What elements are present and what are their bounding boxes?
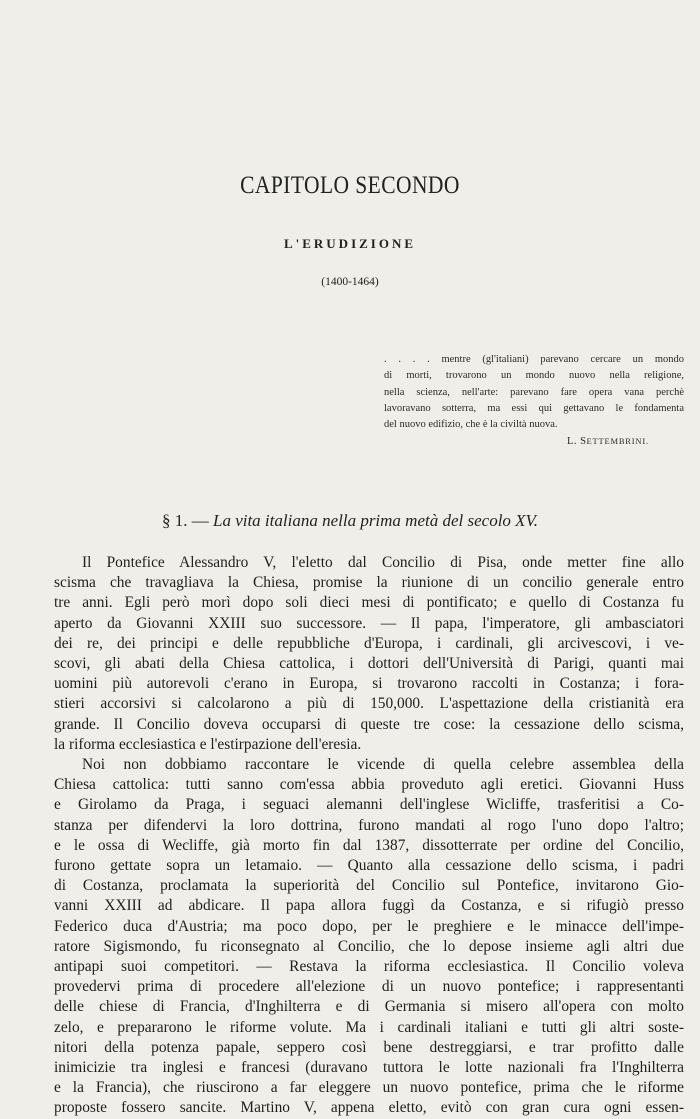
text-line: uomini più autorevoli c'erano in Europa, si trovarono raccolti in Costanza; i fora- [54, 675, 684, 693]
text-line: ratore Sigismondo, fu riconsegnato al Concilio, che lo depose insieme agli altri due [54, 937, 684, 955]
epigraph-line: del nuovo edifizio, che è la civiltà nuova. [384, 419, 558, 431]
text-line: tre anni. Egli però morì dopo soli dieci mesi di pontificato; e quello di Costanza fu [54, 594, 684, 612]
epigraph [384, 352, 684, 451]
epigraph-line: lavoravano sotterra, ma essi qui gettavano le fondamenta [384, 402, 684, 414]
text-line: provedervi prima di procedere all'elezione di un nuovo pontefice; i rappresentanti [54, 978, 684, 996]
section-title: La vita italiana nella prima metà del secolo XV. [212, 511, 539, 530]
section-heading [0, 511, 700, 531]
text-line: scovi, gli abati della Chiesa cattolica, i dottori dell'Università di Parigi, quanti mai [54, 655, 684, 673]
text-line: grande. Il Concilio doveva occuparsi di queste tre cose: la cessazione dello scisma, [54, 715, 684, 733]
text-line: la riforma ecclesiastica e l'estirpazione dell'eresia. [54, 735, 362, 753]
text-line: furono gettate sopra un letamaio. — Quanto alla cessazione dello scisma, i padri [54, 857, 684, 875]
text-line: dei re, dei principi e delle repubbliche d'Europa, i cardinali, gli arcivescovi, i ve- [54, 634, 684, 652]
text-line: inimicizie tra inglesi e francesi (duravano tuttora le lotte nazionali fra l'Inghilterra [54, 1059, 684, 1077]
section-number: § 1. — [161, 511, 209, 530]
chapter-title: CAPITOLO SECONDO [240, 172, 460, 199]
text-line: stieri accorsivi si calcolarono a più di 150,000. L'aspettazione della cristianità era [54, 695, 684, 713]
text-line: proposte fossero sancite. Martino V, appena eletto, evitò con gran cura ogni essen- [54, 1099, 684, 1117]
text-line: nitori della potenza papale, seppero così bene destreggiarsi, e trar profitto dalle [54, 1038, 684, 1056]
text-line: zelo, e prepararono le riforme volute. Ma i cardinali italiani e tutti gli altri soste- [54, 1018, 684, 1036]
text-line: stanza per difendervi la loro dottrina, furono mandati al rogo l'uno dopo l'altro; [54, 816, 684, 834]
epigraph-line: . . . . mentre (gl'italiani) parevano cercare un mondo [384, 354, 684, 365]
text-line: e la Francia), che riuscirono a far eleggere un nuovo pontefice, prima che le riforme [54, 1079, 684, 1097]
text-line: scisma che travagliava la Chiesa, promise la riunione di un concilio generale entro [54, 574, 684, 592]
text-line: e Girolamo da Praga, i seguaci alemanni dell'inglese Wicliffe, trasferitisi a Co- [54, 796, 684, 814]
text-line: Noi non dobbiamo raccontare le vicende di quella celebre assemblea della [82, 756, 684, 774]
text-line: di Costanza, proclamata la superiorità del Concilio sul Pontefice, invitarono Gio- [54, 877, 684, 895]
text-line: aperto da Giovanni XXIII suo successore. — Il papa, l'imperatore, gli ambasciatori [54, 614, 684, 632]
text-line: Il Pontefice Alessandro V, l'eletto dal Concilio di Pisa, onde metter fine allo [82, 554, 684, 571]
epigraph-line: di morti, trovarono un mondo nuovo nella religione, [384, 370, 684, 382]
author-initial: L. S [567, 436, 587, 448]
text-line: antipapi suoi competitori. — Restava la riforma ecclesiastica. Il Concilio voleva [54, 958, 684, 976]
chapter-years: (1400-1464) [321, 276, 379, 288]
section-name: L'ERUDIZIONE [283, 236, 417, 251]
text-line: Federico duca d'Austria; ma poco dopo, per le preghiere e le minacce dell'impe- [54, 917, 684, 935]
text-line: Chiesa cattolica: tutti sanno com'essa abbia proveduto agli eretici. Giovanni Huss [54, 776, 684, 794]
text-line: delle chiese di Francia, d'Inghilterra e di Germania si misero all'opera con molto [54, 998, 684, 1016]
body-text [54, 553, 684, 1119]
text-line: vanni XXIII ad abdicare. Il papa allora fuggì da Costanza, e si rifugiò presso [54, 897, 684, 915]
epigraph-author [384, 433, 684, 450]
epigraph-line: nella scienza, nell'arte: parevano fare opera vana perchè [384, 386, 684, 398]
author-surname: ETTEMBRINI. [586, 436, 649, 447]
text-line: e le ossa di Wecliffe, già morto fin dal 1387, dissotterrate per ordine del Concilio, [54, 836, 684, 854]
